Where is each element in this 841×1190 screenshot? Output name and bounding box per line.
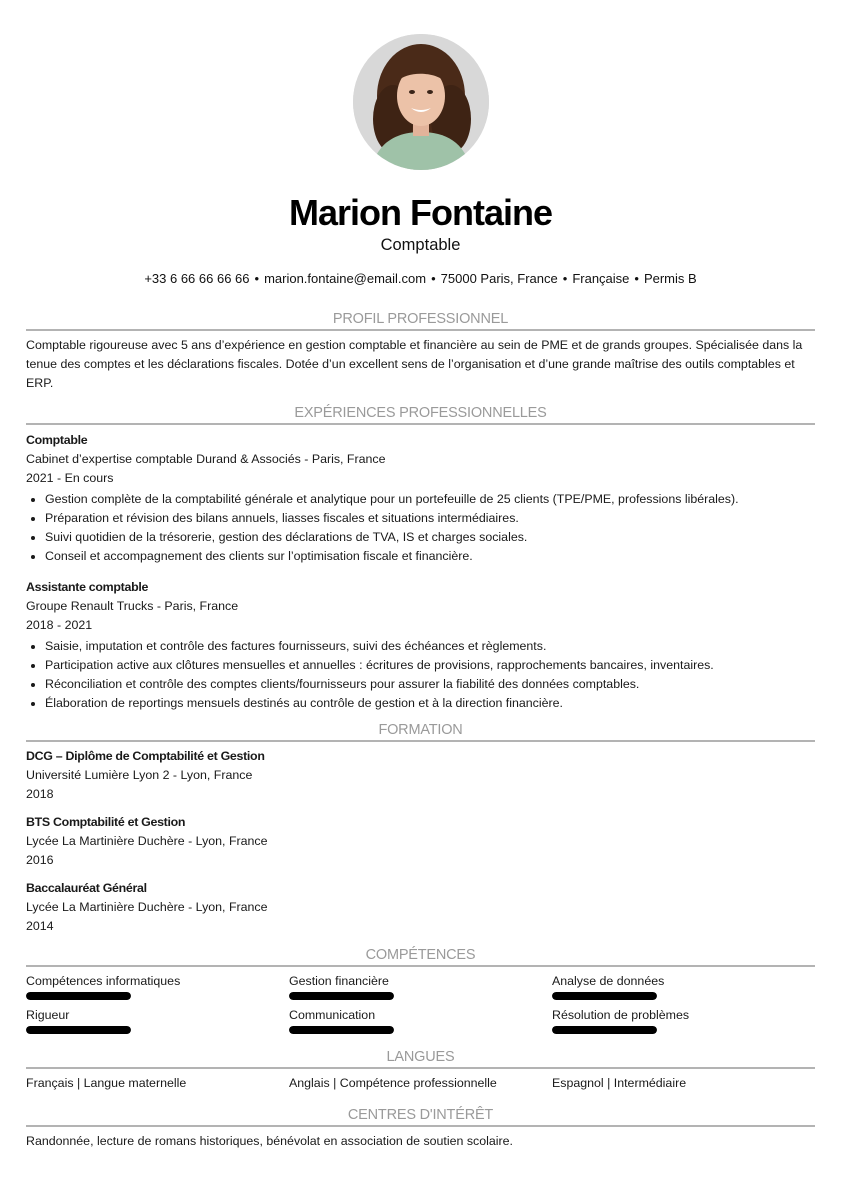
contact-license: Permis B	[643, 271, 697, 286]
section-header-languages: LANGUES	[26, 1048, 815, 1069]
education-item	[26, 747, 815, 804]
experience-bullet: Suivi quotidien de la trésorerie, gestion des déclarations de TVA, IS et charges sociales.	[26, 528, 815, 547]
skill-name: Gestion financière	[289, 974, 389, 988]
education-item	[26, 879, 815, 936]
language-item: Espagnol | Intermédiaire	[552, 1076, 687, 1090]
skill-level-fill	[552, 992, 657, 1000]
experience-item	[26, 431, 815, 566]
education-degree: Baccalauréat Général	[26, 881, 147, 895]
language-item: Français | Langue maternelle	[26, 1076, 187, 1090]
skill-name: Rigueur	[26, 1008, 70, 1022]
education-year: 2014	[26, 919, 54, 933]
skill-item	[289, 1006, 552, 1034]
skill-level-fill	[289, 1026, 394, 1034]
skills-grid	[26, 972, 815, 1034]
skill-name: Compétences informatiques	[26, 974, 181, 988]
experience-bullet: Conseil et accompagnement des clients sur l’optimisation fiscale et financière.	[26, 547, 815, 566]
language-item: Anglais | Compétence professionnelle	[289, 1076, 497, 1090]
education-item	[26, 813, 815, 870]
contact-phone: +33 6 66 66 66 66	[144, 271, 250, 286]
section-header-skills: COMPÉTENCES	[26, 946, 815, 967]
languages-grid	[26, 1074, 815, 1093]
education-year: 2016	[26, 853, 54, 867]
experience-bullet: Élaboration de reportings mensuels destinés au contrôle de gestion et à la direction financière.	[26, 694, 815, 713]
education-degree: DCG – Diplôme de Comptabilité et Gestion	[26, 749, 265, 763]
candidate-title: Comptable	[380, 236, 461, 254]
skill-name: Analyse de données	[552, 974, 665, 988]
section-header-experience: EXPÉRIENCES PROFESSIONNELLES	[26, 404, 815, 425]
experience-dates: 2018 - 2021	[26, 618, 93, 632]
experience-dates: 2021 - En cours	[26, 471, 114, 485]
contact-separator: •	[562, 271, 568, 286]
section-header-profile: PROFIL PROFESSIONNEL	[26, 310, 815, 331]
education-year: 2018	[26, 787, 54, 801]
skill-level-bar	[552, 1026, 657, 1034]
profile-summary: Comptable rigoureuse avec 5 ans d’expérience en gestion comptable et financière au sein de PME et de grands groupes. Spécialisée dans la tenue des comptes et les déclarations fiscales. Dotée d’un excellent sens de l’organisation et d’une grande maîtrise des outils comptables et ERP.	[26, 338, 803, 390]
education-school: Université Lumière Lyon 2 - Lyon, France	[26, 768, 253, 782]
contact-nationality: Française	[572, 271, 630, 286]
contact-separator: •	[254, 271, 260, 286]
experience-bullet: Préparation et révision des bilans annuels, liasses fiscales et situations intermédiaires.	[26, 509, 815, 528]
skill-name: Résolution de problèmes	[552, 1008, 690, 1022]
experience-item	[26, 578, 815, 713]
skill-name: Communication	[289, 1008, 376, 1022]
skill-level-bar	[552, 992, 657, 1000]
profile-photo-image	[353, 34, 489, 170]
skill-level-bar	[289, 1026, 394, 1034]
skill-level-fill	[552, 1026, 657, 1034]
section-header-interests: CENTRES D'INTÉRÊT	[26, 1106, 815, 1127]
experience-company: Groupe Renault Trucks - Paris, France	[26, 599, 239, 613]
experience-bullets	[26, 637, 815, 713]
profile-photo	[353, 34, 489, 170]
experience-bullet: Participation active aux clôtures mensuelles et annuelles : écritures de provisions, rapprochements bancaires, inventaires.	[26, 656, 815, 675]
education-school: Lycée La Martinière Duchère - Lyon, France	[26, 900, 268, 914]
skill-item	[289, 972, 552, 1000]
contact-address: 75000 Paris, France	[440, 271, 558, 286]
photo-wrapper	[26, 0, 815, 170]
experience-company: Cabinet d’expertise comptable Durand & Associés - Paris, France	[26, 452, 386, 466]
skill-level-bar	[289, 992, 394, 1000]
contact-line	[26, 270, 815, 288]
contact-separator: •	[634, 271, 639, 286]
experience-bullet: Gestion complète de la comptabilité générale et analytique pour un portefeuille de 25 clients (TPE/PME, professions libérales).	[26, 490, 815, 509]
skill-item	[26, 972, 289, 1000]
contact-email: marion.fontaine@email.com	[264, 271, 427, 286]
skill-level-bar	[26, 1026, 131, 1034]
interests-text: Randonnée, lecture de romans historiques, bénévolat en association de soutien scolaire.	[26, 1134, 513, 1148]
skill-level-bar	[26, 992, 131, 1000]
skill-level-fill	[26, 992, 131, 1000]
skill-level-fill	[26, 1026, 131, 1034]
section-header-education: FORMATION	[26, 721, 815, 742]
experience-bullet: Réconciliation et contrôle des comptes clients/fournisseurs pour assurer la fiabilité des données comptables.	[26, 675, 815, 694]
skill-level-fill	[289, 992, 394, 1000]
contact-separator: •	[431, 271, 436, 286]
education-degree: BTS Comptabilité et Gestion	[26, 815, 186, 829]
experience-bullet: Saisie, imputation et contrôle des factures fournisseurs, suivi des échéances et règlements.	[26, 637, 815, 656]
education-school: Lycée La Martinière Duchère - Lyon, France	[26, 834, 268, 848]
skill-item	[26, 1006, 289, 1034]
experience-role: Assistante comptable	[26, 580, 149, 594]
experience-role: Comptable	[26, 433, 88, 447]
skill-item	[552, 972, 815, 1000]
candidate-name: Marion Fontaine	[289, 192, 552, 233]
experience-bullets	[26, 490, 815, 566]
skill-item	[552, 1006, 815, 1034]
